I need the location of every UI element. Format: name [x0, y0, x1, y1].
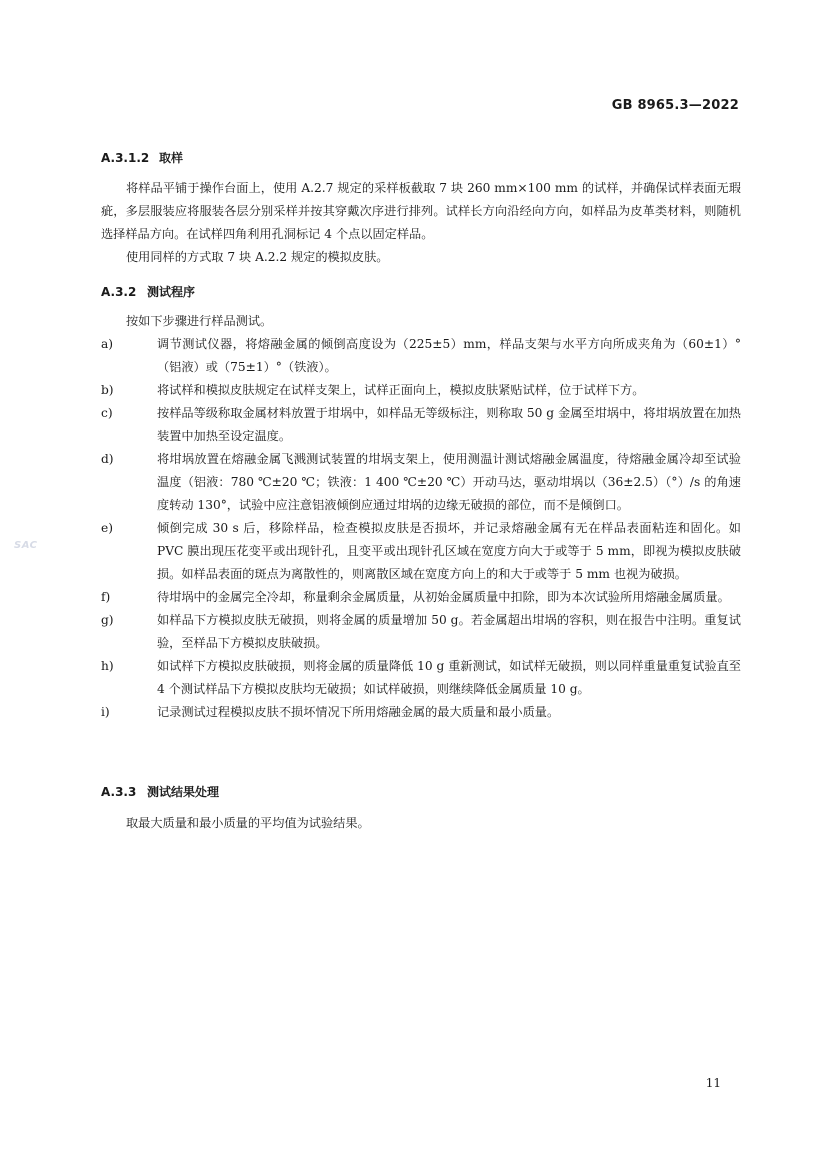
- list-item: [101, 448, 741, 517]
- list-item: [101, 655, 741, 701]
- list-item: [101, 517, 741, 586]
- list-item-text: 如样品下方模拟皮肤无破损，则将金属的质量增加 50 g。若金属超出坩埚的容积，则在报告中注明。重复试验，至样品下方模拟皮肤破损。: [157, 613, 741, 650]
- list-marker: f): [101, 590, 111, 604]
- list-item-text: 待坩埚中的金属完全冷却，称量剩余金属质量，从初始金属质量中扣除，即为本次试验所用熔融金属质量。: [157, 590, 730, 604]
- list-item-text: 按样品等级称取金属材料放置于坩埚中，如样品无等级标注，则称取 50 g 金属至坩埚中，将坩埚放置在加热装置中加热至设定温度。: [157, 406, 741, 443]
- list-marker: e): [101, 521, 113, 535]
- sampling-paragraph-2: 使用同样的方式取 7 块 A.2.2 规定的模拟皮肤。: [126, 250, 389, 264]
- list-item: [101, 402, 741, 448]
- section-heading-results: [101, 783, 741, 800]
- page-number: 11: [705, 1076, 721, 1090]
- procedure-steps-list: [101, 333, 741, 724]
- results-paragraph: 取最大质量和最小质量的平均值为试验结果。: [126, 816, 370, 830]
- list-item: [101, 701, 741, 724]
- list-item: [101, 333, 741, 379]
- list-marker: g): [101, 613, 114, 627]
- list-item-text: 将坩埚放置在熔融金属飞溅测试装置的坩埚支架上，使用测温计测试熔融金属温度，待熔融金属冷却至试验温度（铝液：780 ℃±20 ℃；铁液：1 400 ℃±20 ℃）开动马达，驱动坩埚以（36±2.5）（°）/s 的角速度转动 130°，试验中应注意铝液倾倒应通过坩埚的边缘无破损的部位，而不是倾倒口。: [157, 452, 741, 512]
- list-marker: d): [101, 452, 114, 466]
- section-number: A.3.3: [101, 785, 137, 799]
- list-item-text: 如试样下方模拟皮肤破损，则将金属的质量降低 10 g 重新测试，如试样无破损，则以同样重量重复试验直至 4 个测试样品下方模拟皮肤均无破损；如试样破损，则继续降低金属质量 10 g。: [157, 659, 741, 696]
- list-item-text: 调节测试仪器，将熔融金属的倾倒高度设为（225±5）mm，样品支架与水平方向所成夹角为（60±1）°（铝液）或（75±1）°（铁液）。: [157, 337, 741, 374]
- section-heading-procedure: [101, 283, 741, 300]
- list-item: [101, 379, 741, 402]
- list-item-text: 将试样和模拟皮肤规定在试样支架上，试样正面向上，模拟皮肤紧贴试样，位于试样下方。: [157, 383, 645, 397]
- section-heading-sampling: [101, 149, 741, 166]
- list-marker: c): [101, 406, 113, 420]
- procedure-intro: 按如下步骤进行样品测试。: [126, 314, 273, 328]
- section-number: A.3.2: [101, 285, 137, 299]
- section-title: 测试结果处理: [147, 785, 220, 799]
- sac-watermark: SAC: [14, 540, 38, 551]
- sampling-paragraph-1: 将样品平铺于操作台面上，使用 A.2.7 规定的采样板截取 7 块 260 mm×100 mm 的试样，并确保试样表面无瑕疵，多层服装应将服装各层分别采样并按其穿戴次序进行排列。试样长方向沿经向方向，如样品为皮革类材料，则随机选择样品方向。在试样四角利用孔洞标记 4 个点以固定样品。: [101, 181, 741, 241]
- list-item: [101, 586, 741, 609]
- section-title: 取样: [159, 151, 184, 165]
- list-marker: i): [101, 705, 110, 719]
- list-marker: h): [101, 659, 114, 673]
- section-number: A.3.1.2: [101, 151, 150, 165]
- section-title: 测试程序: [147, 285, 196, 299]
- list-item-text: 倾倒完成 30 s 后，移除样品，检查模拟皮肤是否损坏，并记录熔融金属有无在样品表面粘连和固化。如 PVC 膜出现压花变平或出现针孔，且变平或出现针孔区域在宽度方向大于或等于 5 mm，即视为模拟皮肤破损。如样品表面的斑点为离散性的，则离散区域在宽度方向上的和大于或等于 5 mm 也视为破损。: [157, 521, 741, 581]
- list-item: [101, 609, 741, 655]
- list-marker: a): [101, 337, 114, 351]
- standard-code-header: GB 8965.3—2022: [611, 98, 739, 113]
- list-item-text: 记录测试过程模拟皮肤不损坏情况下所用熔融金属的最大质量和最小质量。: [157, 705, 560, 719]
- list-marker: b): [101, 383, 114, 397]
